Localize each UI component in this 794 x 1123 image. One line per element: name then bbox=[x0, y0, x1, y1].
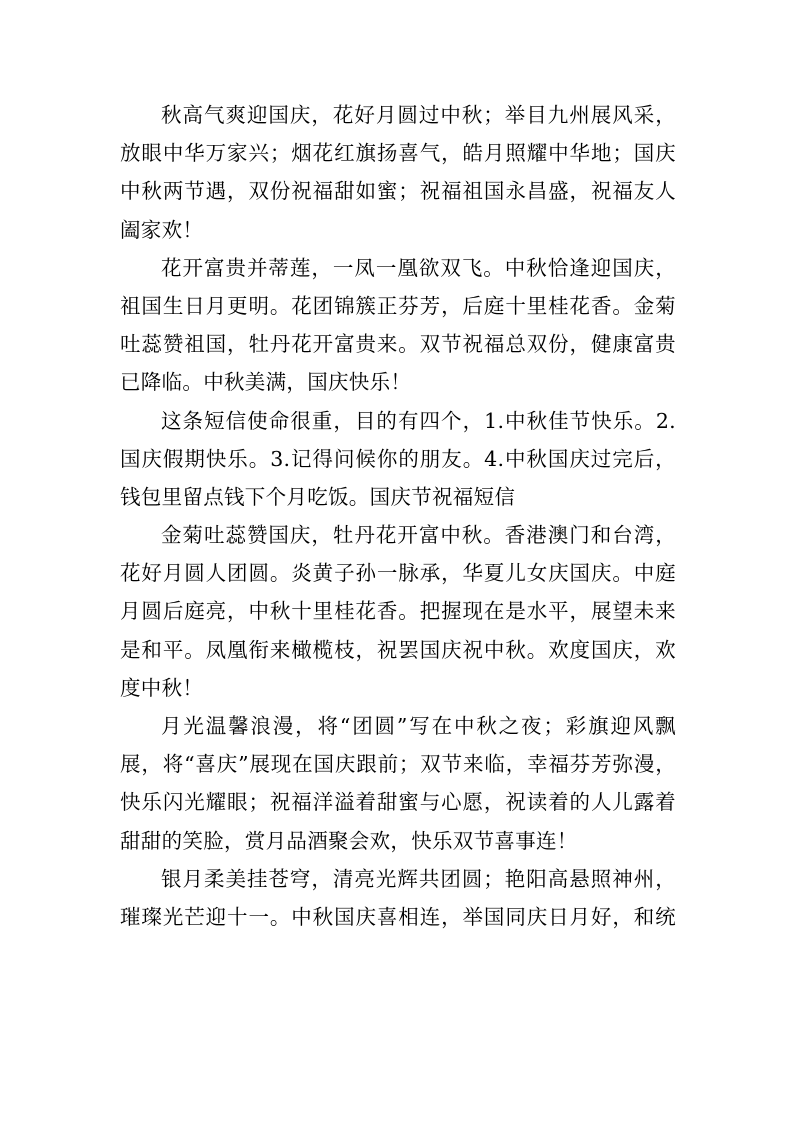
paragraph-3-line-3: 钱包里留点钱下个月吃饭。国庆节祝福短信 bbox=[120, 484, 516, 509]
paragraph-4-line-3: 月圆后庭亮，中秋十里桂花香。把握现在是水平，展望未来 bbox=[120, 599, 676, 624]
paragraph-2-line-2: 祖国生日月更明。花团锦簇正芬芳，后庭十里桂花香。金菊 bbox=[120, 293, 676, 318]
paragraph-1-line-3: 中秋两节遇，双份祝福甜如蜜；祝福祖国永昌盛，祝福友人 bbox=[120, 179, 676, 204]
paragraph-4-line-1: 金菊吐蕊赞国庆，牡丹花开富中秋。香港澳门和台湾， bbox=[161, 523, 676, 548]
paragraph-4-line-2: 花好月圆人团圆。炎黄子孙一脉承，华夏儿女庆国庆。中庭 bbox=[120, 561, 676, 586]
paragraph-3-line-2: 国庆假期快乐。3.记得问候你的朋友。4.中秋国庆过完后， bbox=[120, 446, 676, 471]
paragraph-2-line-3: 吐蕊赞祖国，牡丹花开富贵来。双节祝福总双份，健康富贵 bbox=[120, 332, 676, 357]
paragraph-3-line-1: 这条短信使命很重，目的有四个，1.中秋佳节快乐。2. bbox=[161, 408, 676, 433]
paragraph-5-line-3: 快乐闪光耀眼；祝福洋溢着甜蜜与心愿，祝读着的人儿露着 bbox=[120, 790, 676, 815]
paragraph-6-line-1: 银月柔美挂苍穹，清亮光辉共团圆；艳阳高悬照神州， bbox=[161, 866, 676, 891]
paragraph-2-line-1: 花开富贵并蒂莲，一凤一凰欲双飞。中秋恰逢迎国庆， bbox=[161, 255, 676, 280]
paragraph-5-line-1: 月光温馨浪漫，将“团圆”写在中秋之夜；彩旗迎风飘 bbox=[161, 714, 676, 738]
paragraph-4-line-4: 是和平。凤凰衔来橄榄枝，祝罢国庆祝中秋。欢度国庆，欢 bbox=[120, 637, 676, 662]
paragraph-4-line-5: 度中秋！ bbox=[120, 675, 204, 700]
paragraph-6-line-2: 璀璨光芒迎十一。中秋国庆喜相连，举国同庆日月好，和统 bbox=[120, 904, 676, 929]
paragraph-2-line-4: 已降临。中秋美满，国庆快乐！ bbox=[120, 370, 412, 395]
paragraph-1-line-1: 秋高气爽迎国庆，花好月圆过中秋；举目九州展风采， bbox=[161, 103, 676, 127]
paragraph-1-line-2: 放眼中华万家兴；烟花红旗扬喜气，皓月照耀中华地；国庆 bbox=[120, 141, 676, 166]
body-text bbox=[120, 96, 676, 936]
paragraph-1-line-4: 阖家欢！ bbox=[120, 217, 204, 242]
paragraph-5-line-4: 甜甜的笑脸，赏月品酒聚会欢，快乐双节喜事连！ bbox=[120, 828, 578, 853]
paragraph-5-line-2: 展，将“喜庆”展现在国庆跟前；双节来临，幸福芬芳弥漫， bbox=[120, 752, 676, 777]
